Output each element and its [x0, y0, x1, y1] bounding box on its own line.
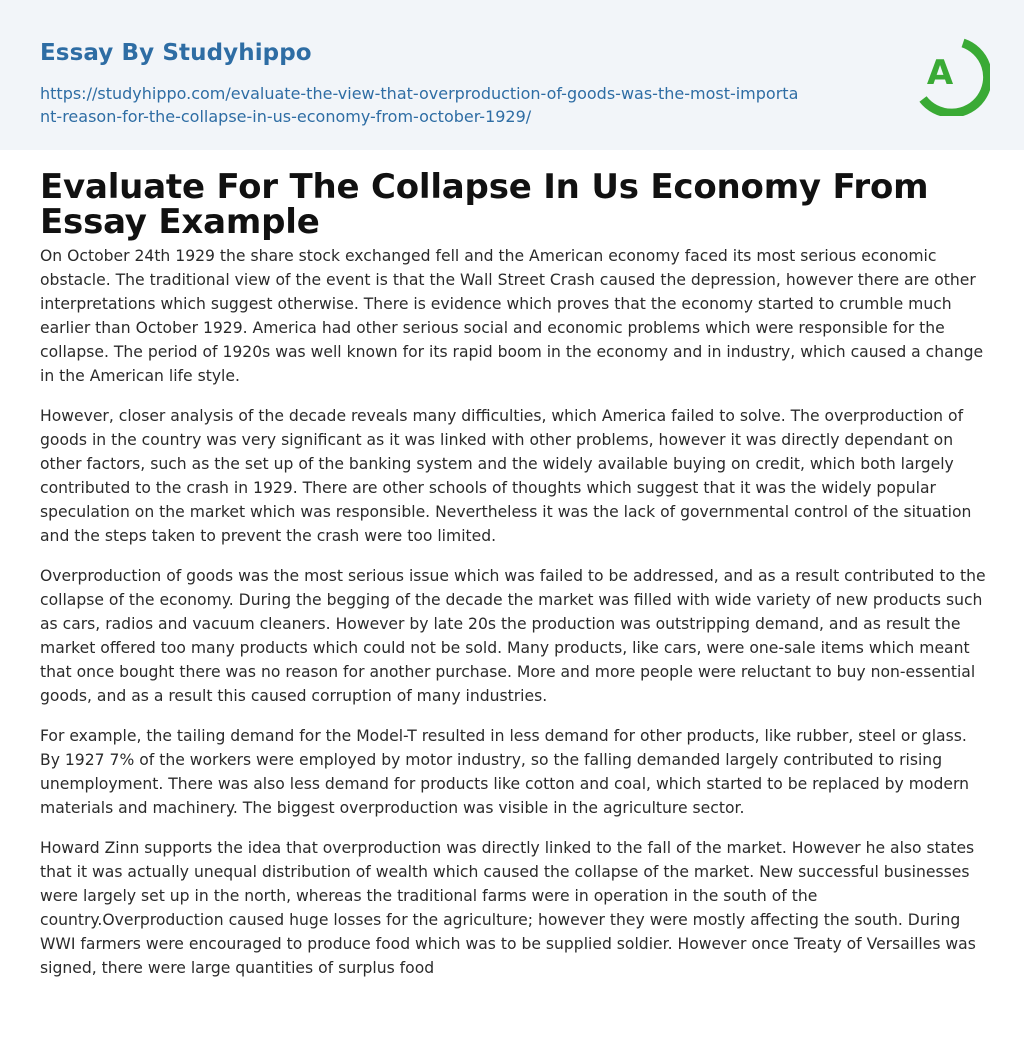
article-paragraph: Overproduction of goods was the most serious issue which was failed to be addressed, and as a result contributed to the collapse of the economy. During the begging of the decade the market was filled with wide variety of new products such as cars, radios and vacuum cleaners. However by late 20s the production was outstripping demand, and as result the market offered too many products which could not be sold. Many products, like cars, were one-sale items which meant that once bought there was no reason for another purchase. More and more people were reluctant to buy non-essential goods, and as a result this caused corruption of many industries.: [40, 567, 986, 705]
page-header: [0, 0, 1024, 150]
site-brand[interactable]: Essay By Studyhippo: [40, 40, 312, 66]
article-paragraph: For example, the tailing demand for the Model-T resulted in less demand for other products, like rubber, steel or glass. By 1927 7% of the workers were employed by motor industry, so the falling demanded largely contributed to rising unemployment. There was also less demand for products like cotton and coal, which started to be replaced by modern materials and machinery. The biggest overproduction was visible in the agriculture sector.: [40, 727, 969, 817]
logo-letter: A: [926, 53, 954, 93]
article-paragraph: On October 24th 1929 the share stock exchanged fell and the American economy faced its most serious economic obstacle. The traditional view of the event is that the Wall Street Crash caused the depression, however there are other interpretations which suggest otherwise. There is evidence which proves that the economy started to crumble much earlier than October 1929. America had other serious social and economic problems which were responsible for the collapse. The period of 1920s was well known for its rapid boom in the economy and in industry, which caused a change in the American life style.: [40, 247, 984, 385]
article-content: [40, 167, 986, 996]
article-paragraph: However, closer analysis of the decade reveals many difficulties, which America failed to solve. The overproduction of goods in the country was very significant as it was linked with other problems, however it was directly dependant on other factors, such as the set up of the banking system and the widely available buying on credit, which both largely contributed to the crash in 1929. There are other schools of thoughts which suggest that it was the widely popular speculation on the market which was responsible. Nevertheless it was the lack of governmental control of the situation and the steps taken to prevent the crash were too limited.: [40, 407, 972, 545]
source-url-link[interactable]: https://studyhippo.com/evaluate-the-view-that-overproduction-of-goods-was-the-most-important-reason-for-the-collapse-in-us-economy-from-october-1929/: [40, 84, 799, 126]
article-paragraph: Howard Zinn supports the idea that overproduction was directly linked to the fall of the market. However he also states that it was actually unequal distribution of wealth which caused the collapse of the market. New successful businesses were largely set up in the north, whereas the traditional farms were in operation in the south of the country.Overproduction caused huge losses for the agriculture; however they were mostly affecting the south. During WWI farmers were encouraged to produce food which was to be supplied soldier. However once Treaty of Versailles was signed, there were large quantities of surplus food: [40, 839, 976, 977]
studyhippo-logo-icon[interactable]: [902, 28, 990, 116]
article-title: Evaluate For The Collapse In Us Economy From Essay Example: [40, 167, 929, 242]
